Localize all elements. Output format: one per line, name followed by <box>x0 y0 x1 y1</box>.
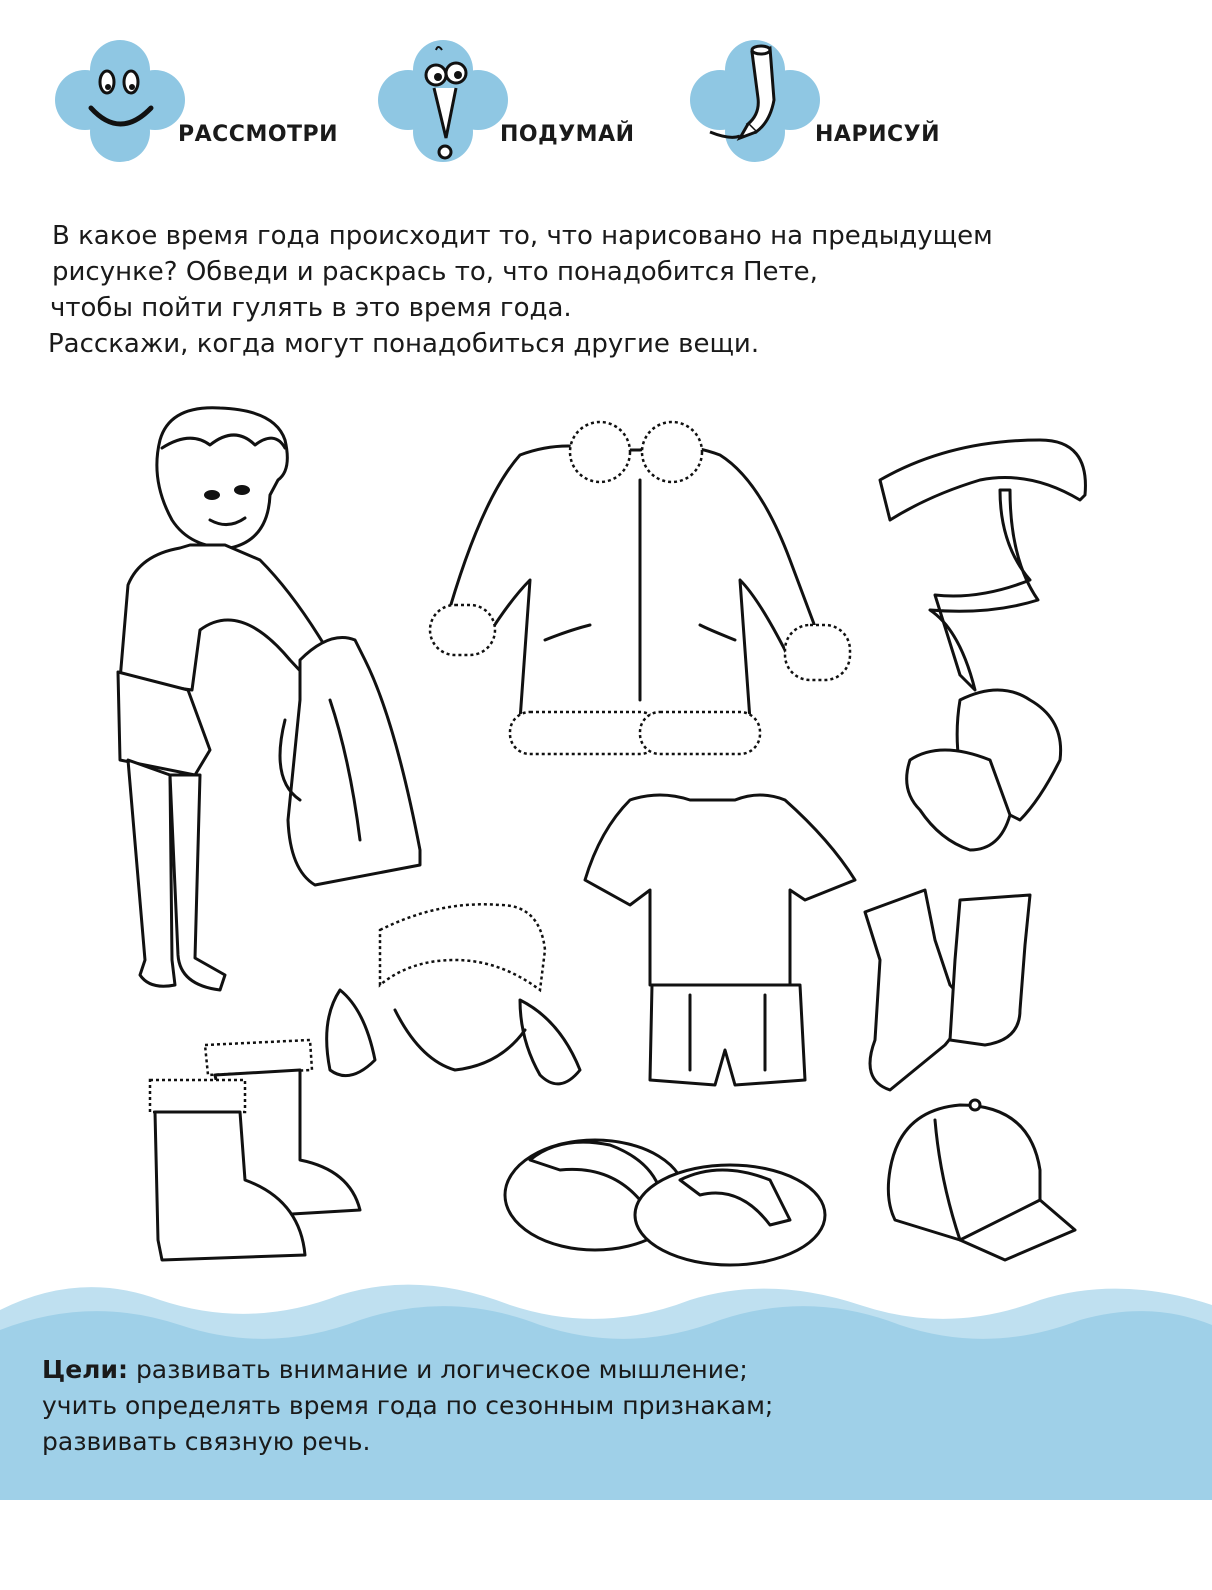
goals-line-2: учить определять время года по сезонным признакам; <box>42 1391 774 1420</box>
exclamation-flower-icon <box>378 40 508 165</box>
goals-label: Цели: <box>42 1355 128 1384</box>
mittens <box>907 690 1061 850</box>
fur-coat <box>430 422 850 754</box>
socks <box>865 890 1030 1090</box>
badge-label-think: ПОДУМАЙ <box>500 122 635 147</box>
badge-label-look: РАССМОТРИ <box>178 122 339 147</box>
instruction-line: чтобы пойти гулять в это время года. <box>50 293 572 323</box>
instruction-line: рисунке? Обведи и раскрась то, что понадобится Пете, <box>52 257 818 287</box>
cap <box>888 1100 1075 1260</box>
goals-line-3: развивать связную речь. <box>42 1427 371 1456</box>
scarf <box>880 440 1085 690</box>
fur-hat <box>327 904 580 1084</box>
goals-line <box>42 1352 1162 1388</box>
header-badges <box>0 0 1212 180</box>
goals-line-1: развивать внимание и логическое мышление; <box>135 1355 748 1384</box>
slippers <box>505 1140 825 1265</box>
pencil-flower-icon <box>690 40 820 165</box>
instruction-line: Расскажи, когда могут понадобиться другие вещи. <box>48 329 760 359</box>
boy-figure <box>118 408 420 990</box>
t-shirt-and-shorts <box>585 795 855 1085</box>
instructions-text <box>48 218 1158 362</box>
badge-label-draw: НАРИСУЙ <box>815 122 940 147</box>
felt-boots <box>150 1040 360 1260</box>
instruction-line: В какое время года происходит то, что нарисовано на предыдущем <box>52 221 993 251</box>
smiley-flower-icon <box>55 40 185 165</box>
goals-text <box>42 1352 1162 1460</box>
